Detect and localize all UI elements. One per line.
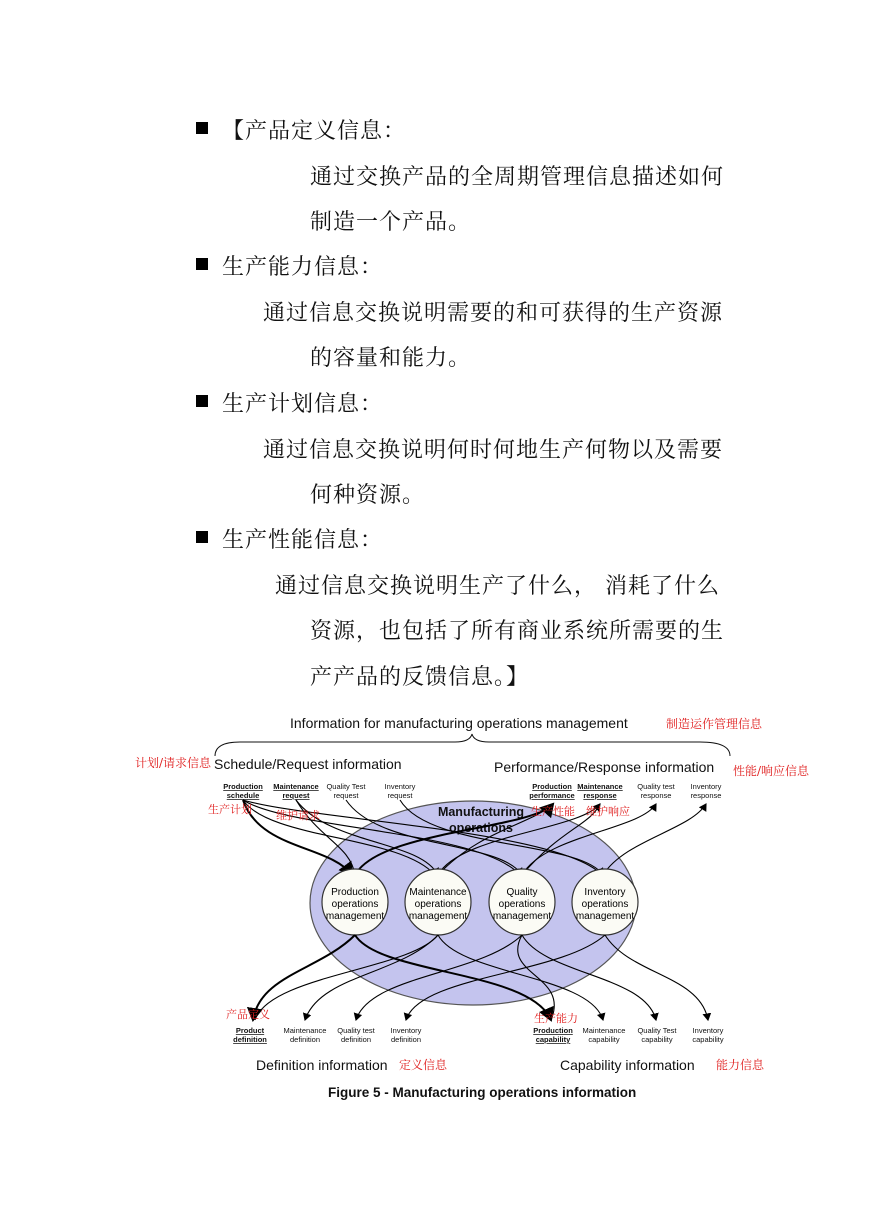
bottom-item: capability [641,1035,673,1044]
ellipse-title-line2: operations [449,821,513,835]
ellipse-title-line1: Manufacturing [437,805,525,819]
svg-text:operations: operations [581,899,629,910]
top-item: performance [529,791,575,800]
top-item: schedule [226,791,260,800]
section-body-line: 通过信息交换说明需要的和可获得的生产资源 [263,301,724,326]
svg-text:management: management [408,911,468,922]
bottom-item: capability [535,1035,571,1044]
section-heading-production-capability: 生产能力信息： [222,255,384,280]
bottom-item: capability [588,1035,620,1044]
bottom-item: definition [340,1035,372,1044]
top-item: request [387,791,413,800]
section-body-line: 产产品的反馈信息。】 [310,665,530,690]
figure-title-cn: 制造运作管理信息 [666,717,763,731]
bottom-item: Inventory [692,1026,724,1035]
circle-inventory [572,869,638,935]
section-body-line: 制造一个产品。 [310,210,472,235]
definition-label-cn: 定义信息 [399,1058,448,1072]
section-body-line: 的容量和能力。 [310,346,472,371]
cn-label: 生产能力 [534,1012,578,1025]
top-item: Inventory [690,782,722,791]
bottom-item: Quality Test [637,1026,677,1035]
bottom-item: Maintenance [582,1026,626,1035]
circle-production [322,869,388,935]
section-body-line: 资源，也包括了所有商业系统所需要的生 [310,619,725,644]
svg-text:Inventory: Inventory [584,887,626,898]
section-body-line: 通过信息交换说明生产了什么， 消耗了什么 [275,574,720,599]
cn-label: 维护响应 [586,805,630,818]
top-item: response [583,791,617,800]
top-item: response [640,791,672,800]
bottom-item: Production [533,1026,573,1035]
circle-maintenance [405,869,471,935]
section-body-line: 通过信息交换说明何时何地生产何物以及需要 [263,438,724,463]
circle-quality [489,869,555,935]
section-heading-production-performance: 生产性能信息： [222,528,384,553]
arrow-to-inventory-capability [605,935,708,1020]
figure-caption: Figure 5 - Manufacturing operations information [328,1085,637,1100]
svg-text:operations: operations [414,899,462,910]
schedule-label-cn: 计划/请求信息 [135,756,212,770]
definition-label: Definition information [256,1057,388,1073]
capability-label: Capability information [560,1057,695,1073]
top-item: Quality test [637,782,675,791]
top-item: request [282,791,310,800]
section-body-line: 何种资源。 [310,483,426,508]
top-item: Maintenance [577,782,623,791]
section-body-line: 通过交换产品的全周期管理信息描述如何 [310,165,725,190]
svg-text:Quality: Quality [506,887,538,898]
cn-label: 生产性能 [531,805,575,818]
svg-text:operations: operations [498,899,546,910]
section-heading-production-schedule: 生产计划信息： [222,392,384,417]
section-heading-product-definition: 【产品定义信息： [222,119,407,144]
svg-text:Maintenance: Maintenance [409,887,467,898]
top-item: response [690,791,722,800]
svg-text:Production: Production [331,887,379,898]
svg-text:management: management [325,911,385,922]
top-brace [215,734,730,756]
svg-text:management: management [575,911,635,922]
bottom-item: Quality test [337,1026,375,1035]
bottom-item: Inventory [390,1026,422,1035]
bottom-item: Maintenance [283,1026,327,1035]
svg-text:management: management [492,911,552,922]
capability-label-cn: 能力信息 [716,1058,765,1072]
svg-text:operations: operations [331,899,379,910]
top-item: request [333,791,359,800]
bottom-item: definition [289,1035,321,1044]
top-item: Inventory [384,782,416,791]
bottom-item: Product [235,1026,265,1035]
bottom-item: capability [692,1035,724,1044]
performance-label: Performance/Response information [494,759,715,775]
figure-title: Information for manufacturing operations management [290,715,628,731]
top-item: Production [532,782,572,791]
schedule-label: Schedule/Request information [214,756,402,772]
cn-label: 生产计划 [208,803,252,816]
cn-label: 产品定义 [226,1008,270,1021]
bottom-item: definition [233,1035,267,1044]
top-item: Maintenance [273,782,319,791]
top-item: Production [223,782,263,791]
performance-label-cn: 性能/响应信息 [733,764,810,778]
cn-label: 维护请求 [276,809,320,822]
bottom-item: definition [390,1035,422,1044]
top-item: Quality Test [326,782,366,791]
